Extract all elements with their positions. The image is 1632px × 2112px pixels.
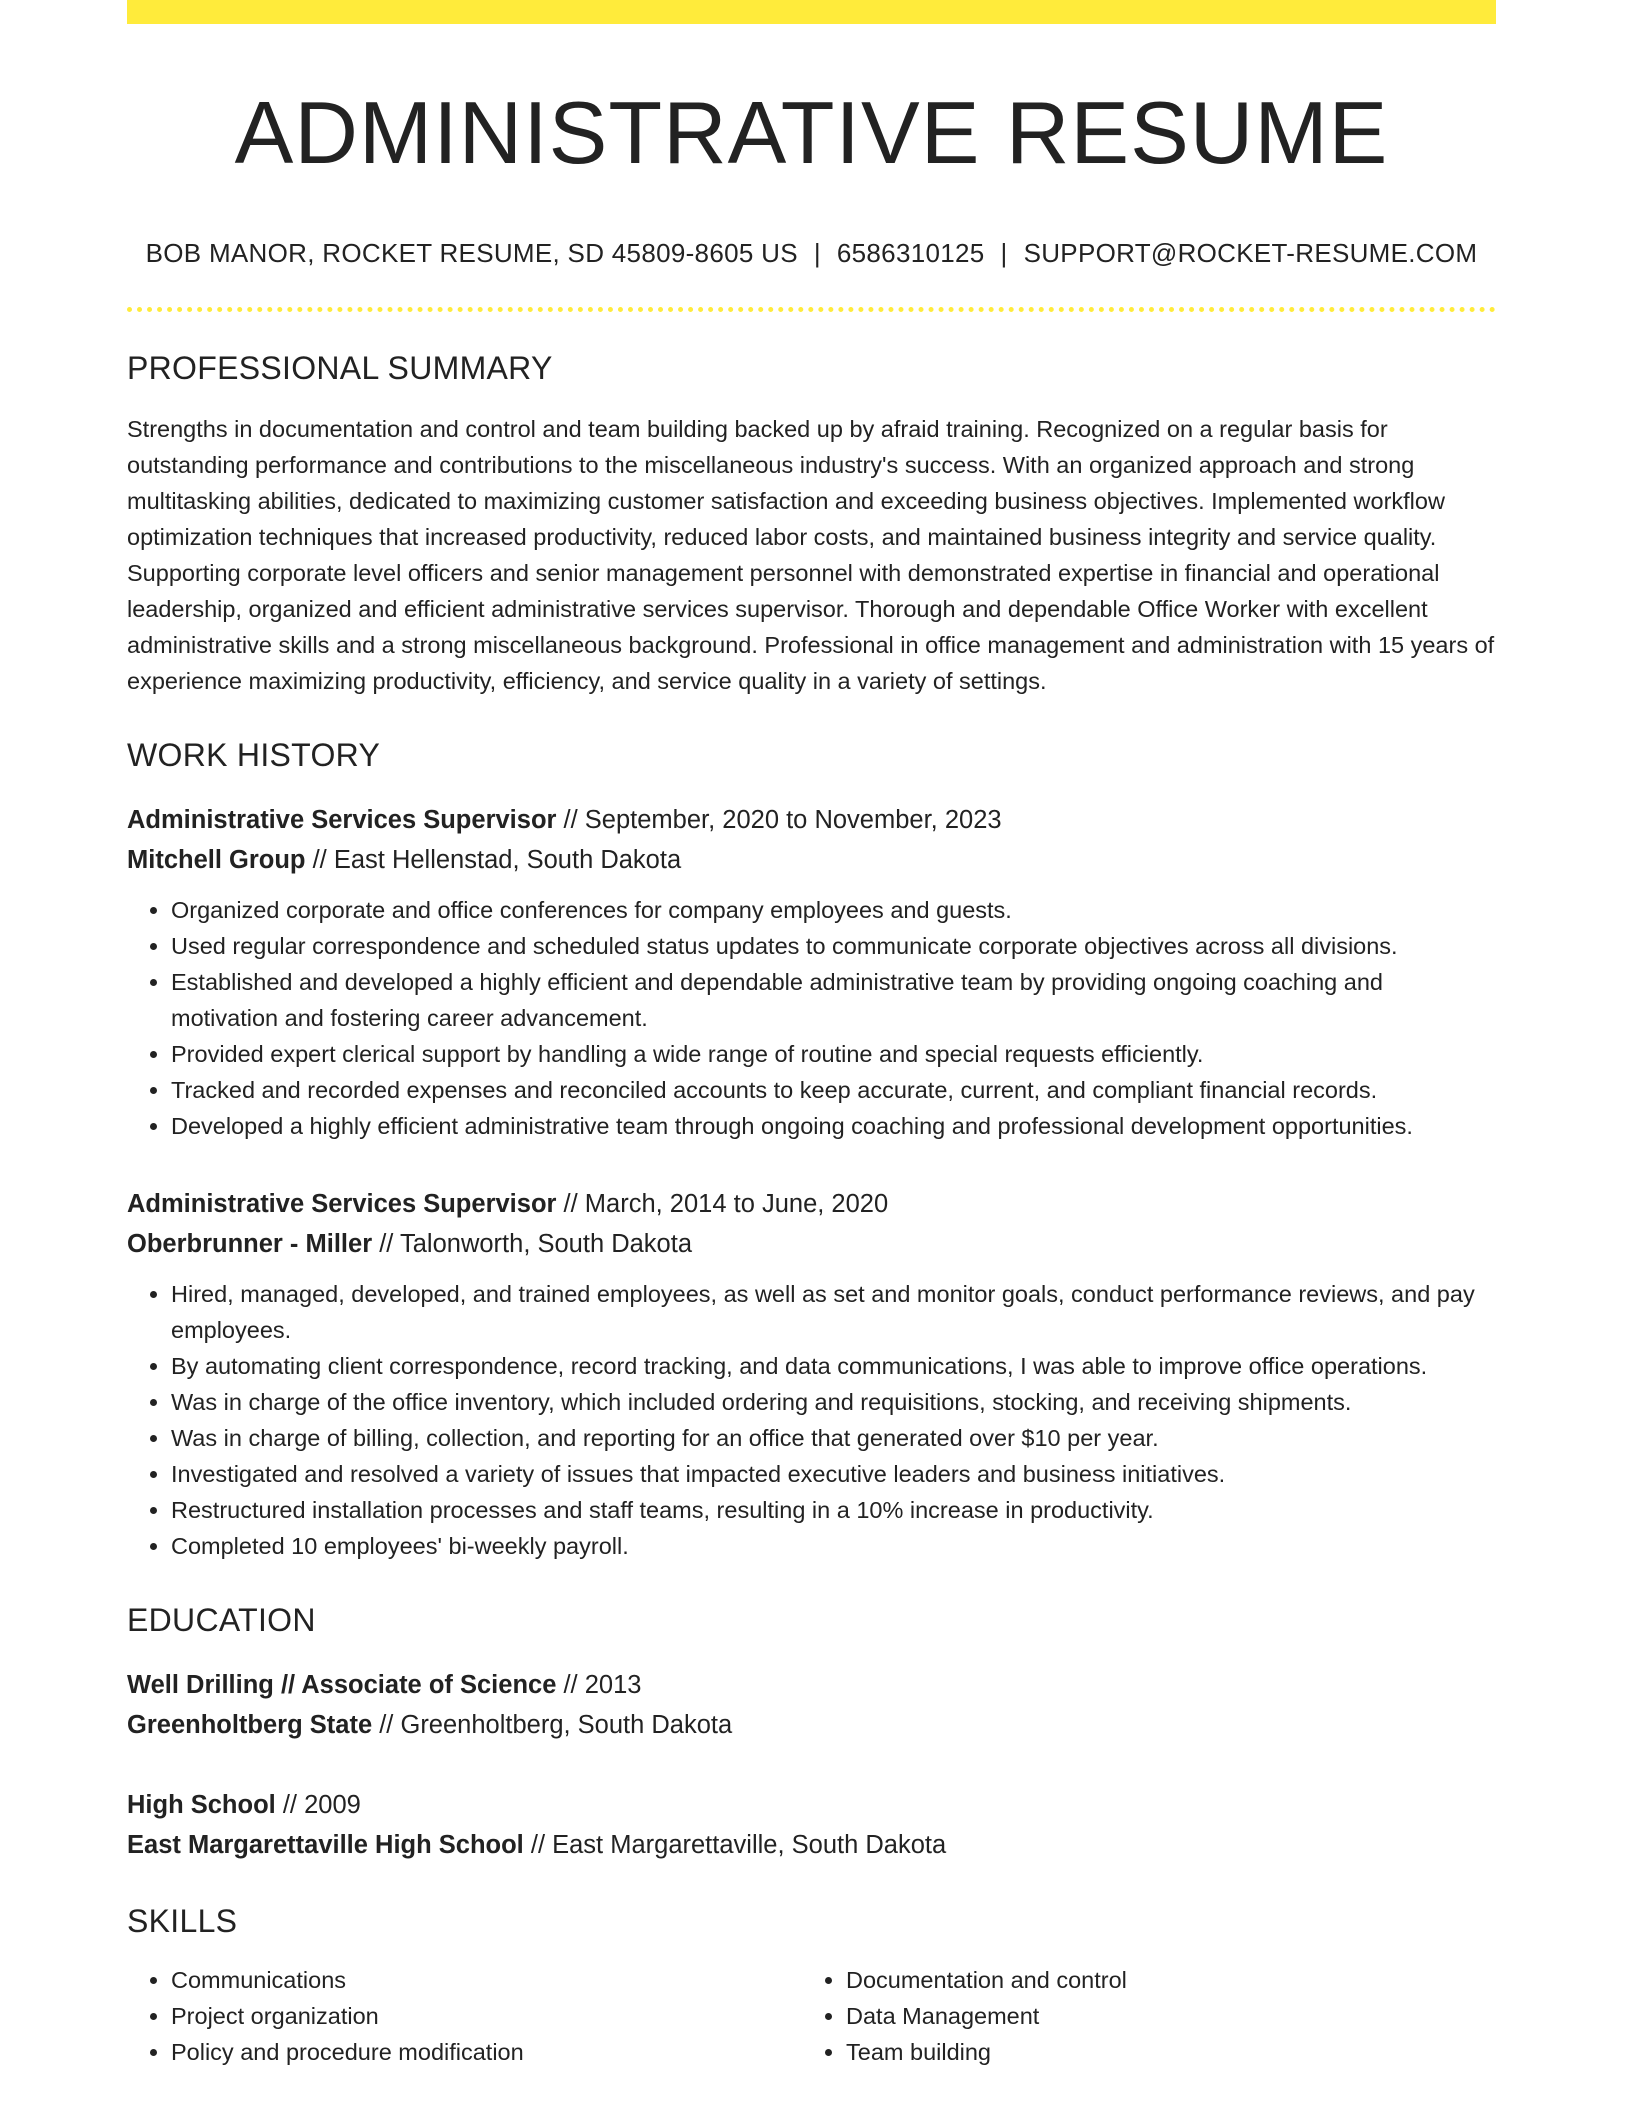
job-title-line <box>127 800 1496 840</box>
job-location: // Talonworth, South Dakota <box>372 1229 693 1258</box>
contact-separator: | <box>813 237 821 268</box>
job-location: // East Hellenstad, South Dakota <box>305 845 682 874</box>
job-company: Mitchell Group <box>127 845 306 874</box>
job-title-line <box>127 1184 1496 1224</box>
job-entry <box>127 800 1496 1144</box>
skill-item: • Team building <box>846 2034 1477 2070</box>
job-dates: // September, 2020 to November, 2023 <box>556 805 1002 834</box>
education-entry <box>127 1665 1496 1745</box>
education-degree: Well Drilling // Associate of Science <box>127 1670 557 1699</box>
skill-item: • Policy and procedure modification <box>171 2034 802 2070</box>
skills-column-right <box>802 1962 1477 2070</box>
resume-page <box>127 0 1496 2070</box>
skills-list <box>802 1962 1477 2070</box>
education-degree: High School <box>127 1790 276 1819</box>
summary-heading: PROFESSIONAL SUMMARY <box>127 349 553 386</box>
education-school: Greenholtberg State <box>127 1710 373 1739</box>
skill-item: • Data Management <box>846 1998 1477 2034</box>
job-duty: • Developed a highly efficient administrative team through ongoing coaching and professional development opportunities. <box>171 1108 1496 1144</box>
education-degree-line <box>127 1785 1496 1825</box>
job-duty: • Provided expert clerical support by handling a wide range of routine and special requests efficiently. <box>171 1036 1496 1072</box>
job-duty: • Investigated and resolved a variety of issues that impacted executive leaders and business initiatives. <box>171 1456 1496 1492</box>
education-section <box>127 1602 1496 1865</box>
job-dates: // March, 2014 to June, 2020 <box>556 1189 889 1218</box>
job-duties-list <box>127 1276 1496 1564</box>
work-history-section <box>127 737 1496 1564</box>
job-company: Oberbrunner - Miller <box>127 1229 373 1258</box>
header-accent-bar <box>127 0 1496 24</box>
job-duty: • Restructured installation processes and staff teams, resulting in a 10% increase in productivity. <box>171 1492 1496 1528</box>
job-duty: • Used regular correspondence and scheduled status updates to communicate corporate objectives across all divisions. <box>171 928 1496 964</box>
job-duty: • Organized corporate and office conferences for company employees and guests. <box>171 892 1496 928</box>
education-location: // Greenholtberg, South Dakota <box>372 1710 733 1739</box>
job-duty: • Was in charge of the office inventory, which included ordering and requisitions, stocking, and receiving shipments. <box>171 1384 1496 1420</box>
summary-section <box>127 350 1496 699</box>
education-year: // 2009 <box>275 1790 361 1819</box>
education-school-line <box>127 1825 1496 1865</box>
education-school-line <box>127 1705 1496 1745</box>
skills-list <box>127 1962 802 2070</box>
education-heading: EDUCATION <box>127 1601 316 1638</box>
job-duty: • Tracked and recorded expenses and reconciled accounts to keep accurate, current, and compliant financial records. <box>171 1072 1496 1108</box>
contact-phone: 6586310125 <box>836 237 985 268</box>
job-company-line <box>127 1224 1496 1264</box>
work-history-heading: WORK HISTORY <box>127 736 381 773</box>
skills-column-left <box>127 1962 802 2070</box>
skill-item: • Communications <box>171 1962 802 1998</box>
job-duty: • Completed 10 employees' bi-weekly payroll. <box>171 1528 1496 1564</box>
contact-email: SUPPORT@ROCKET-RESUME.COM <box>1023 237 1478 268</box>
job-duties-list <box>127 892 1496 1144</box>
contact-separator: | <box>1000 237 1008 268</box>
job-duty: • Established and developed a highly efficient and dependable administrative team by providing ongoing coaching and motivation and fostering career advancement. <box>171 964 1496 1036</box>
skills-heading: SKILLS <box>127 1902 238 1939</box>
education-entry <box>127 1785 1496 1865</box>
job-duty: • Hired, managed, developed, and trained employees, as well as set and monitor goals, conduct performance reviews, and pay employees. <box>171 1276 1496 1348</box>
skill-item: • Documentation and control <box>846 1962 1477 1998</box>
summary-text: Strengths in documentation and control and team building backed up by afraid training. Recognized on a regular basis for outstanding performance and contributions to the miscellaneous industry's success. With an organized approach and strong multitasking abilities, dedicated to maximizing customer satisfaction and exceeding business objectives. Implemented workflow optimization techniques that increased productivity, reduced labor costs, and maintained business integrity and service quality. Supporting corporate level officers and senior management personnel with demonstrated expertise in financial and operational leadership, organized and efficient administrative services supervisor. Thorough and dependable Office Worker with excellent administrative skills and a strong miscellaneous background. Professional in office management and administration with 15 years of experience maximizing productivity, efficiency, and service quality in a variety of settings. <box>127 415 1495 694</box>
job-duty: • By automating client correspondence, record tracking, and data communications, I was able to improve office operations. <box>171 1348 1496 1384</box>
job-entry <box>127 1184 1496 1564</box>
skills-grid <box>127 1962 1496 2070</box>
job-company-line <box>127 840 1496 880</box>
contact-address: BOB MANOR, ROCKET RESUME, SD 45809-8605 US <box>145 237 798 268</box>
resume-title: ADMINISTRATIVE RESUME <box>234 83 1389 182</box>
job-duty: • Was in charge of billing, collection, and reporting for an office that generated over $10 per year. <box>171 1420 1496 1456</box>
education-location: // East Margarettaville, South Dakota <box>523 1830 947 1859</box>
job-title: Administrative Services Supervisor <box>127 805 557 834</box>
skill-item: • Project organization <box>171 1998 802 2034</box>
skills-section <box>127 1903 1496 2070</box>
header-divider <box>127 307 1496 312</box>
education-degree-line <box>127 1665 1496 1705</box>
job-title: Administrative Services Supervisor <box>127 1189 557 1218</box>
contact-line <box>127 238 1496 269</box>
education-school: East Margarettaville High School <box>127 1830 524 1859</box>
education-year: // 2013 <box>556 1670 642 1699</box>
